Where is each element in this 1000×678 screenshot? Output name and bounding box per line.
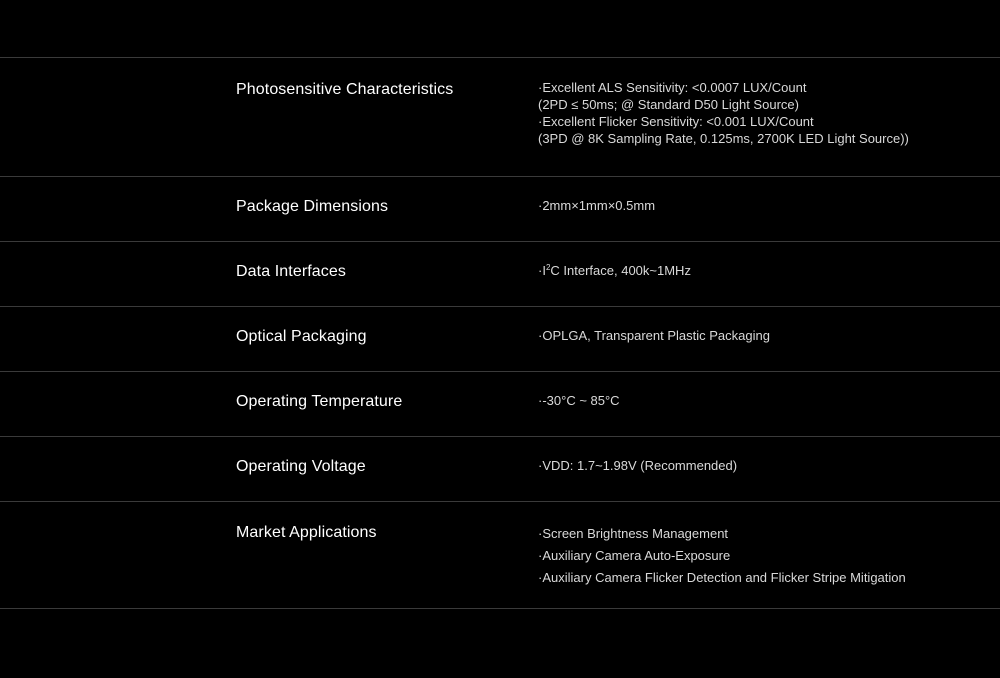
spec-value-line: ·Auxiliary Camera Auto-Exposure [538, 548, 731, 563]
spec-label: Optical Packaging [236, 328, 367, 345]
spec-value-suffix: C Interface, 400k~1MHz [550, 263, 691, 278]
spec-label: Data Interfaces [236, 263, 346, 280]
spec-value [538, 457, 737, 474]
spec-row-market-applications [0, 502, 1000, 609]
spec-row-operating-voltage [0, 437, 1000, 502]
spec-value-prefix: ·I [538, 263, 546, 278]
spec-value-line: (3PD @ 8K Sampling Rate, 0.125ms, 2700K LED Light Source)) [538, 131, 909, 146]
spec-label: Market Applications [236, 524, 377, 541]
spec-value-line: ·VDD: 1.7~1.98V (Recommended) [538, 458, 738, 473]
spec-value-line: ·Excellent Flicker Sensitivity: <0.001 LUX/Count [538, 114, 814, 129]
spec-value [538, 392, 620, 409]
spec-label: Package Dimensions [236, 198, 389, 215]
spec-value-line: ·OPLGA, Transparent Plastic Packaging [538, 328, 770, 343]
spec-row-optical-packaging [0, 307, 1000, 372]
spec-value-superscript: 2 [545, 263, 551, 272]
spec-table [0, 57, 1000, 609]
spec-label: Photosensitive Characteristics [236, 81, 454, 98]
spec-row-data-interfaces [0, 242, 1000, 307]
spec-value [538, 327, 770, 344]
spec-row-package-dimensions [0, 177, 1000, 242]
spec-value [538, 523, 906, 589]
spec-label: Operating Temperature [236, 393, 403, 410]
spec-value [538, 262, 691, 279]
spec-value-line: ·2mm×1mm×0.5mm [538, 198, 656, 213]
spec-row-photosensitive [0, 58, 1000, 177]
spec-value-line [538, 262, 691, 279]
spec-row-operating-temperature [0, 372, 1000, 437]
spec-label: Operating Voltage [236, 458, 366, 475]
spec-value-line: ·Excellent ALS Sensitivity: <0.0007 LUX/Count [538, 80, 807, 95]
spec-value-line: (2PD ≤ 50ms; @ Standard D50 Light Source) [538, 97, 799, 112]
spec-value [538, 79, 909, 147]
spec-value [538, 197, 655, 214]
spec-value-line: ·-30°C ~ 85°C [538, 393, 620, 408]
spec-value-line: ·Auxiliary Camera Flicker Detection and Flicker Stripe Mitigation [538, 570, 906, 585]
spec-value-line: ·Screen Brightness Management [538, 526, 729, 541]
